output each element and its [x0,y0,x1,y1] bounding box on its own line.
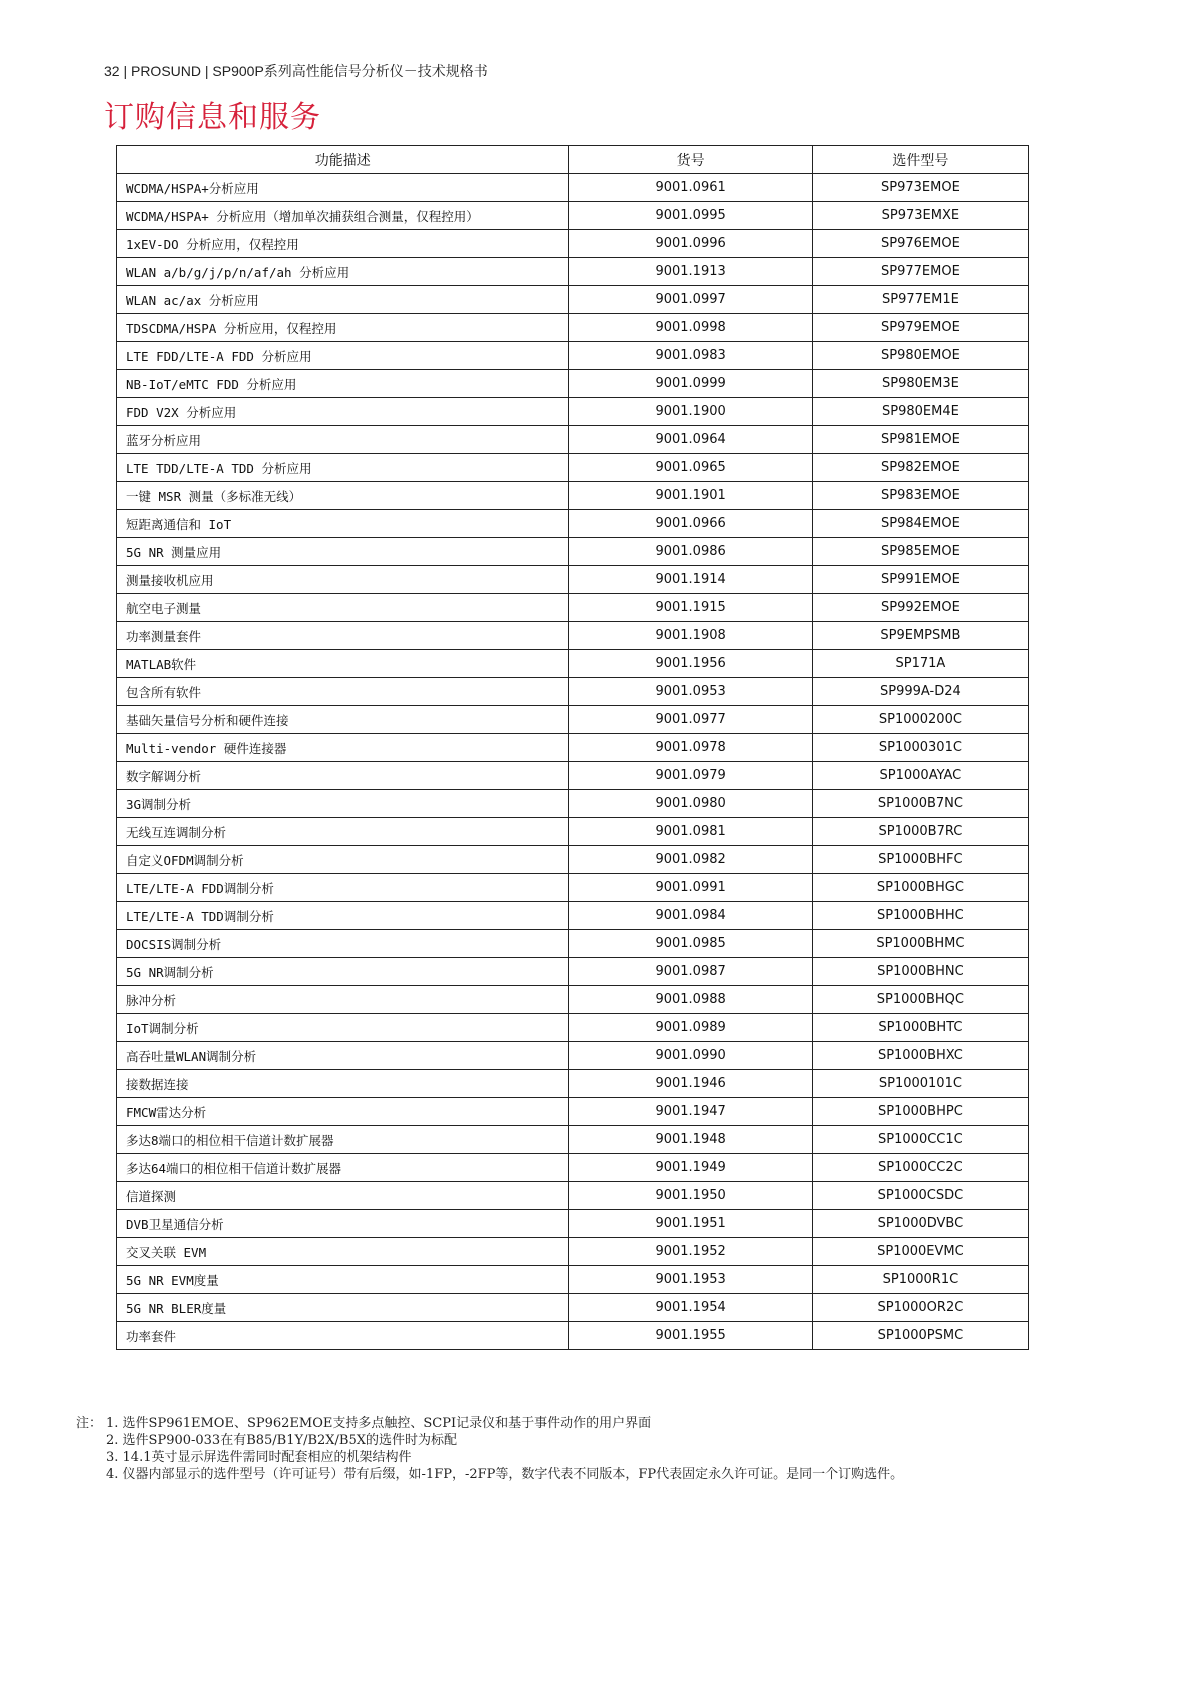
cell-item-number: 9001.0961 [569,174,812,202]
table-row [117,678,1029,706]
cell-item-number: 9001.1952 [569,1238,812,1266]
note-line [76,1466,903,1483]
cell-item-number: 9001.0997 [569,286,812,314]
cell-item-number: 9001.0987 [569,958,812,986]
table-row [117,874,1029,902]
cell-item-number: 9001.1953 [569,1266,812,1294]
note-item: 4. 仪器内部显示的选件型号（许可证号）带有后缀，如-1FP，-2FP等，数字代表不同版本，FP代表固定永久许可证。是同一个订购选件。 [106,1467,904,1482]
cell-description: DVB卫星通信分析 [117,1210,569,1238]
cell-item-number: 9001.0953 [569,678,812,706]
cell-description: 蓝牙分析应用 [117,426,569,454]
table-row [117,902,1029,930]
cell-description: NB-IoT/eMTC FDD 分析应用 [117,370,569,398]
table-row [117,370,1029,398]
cell-item-number: 9001.1908 [569,622,812,650]
cell-item-number: 9001.1915 [569,594,812,622]
cell-option-model: SP1000BHXC [812,1042,1028,1070]
cell-description: 接数据连接 [117,1070,569,1098]
note-line [76,1449,903,1466]
cell-item-number: 9001.0984 [569,902,812,930]
cell-item-number: 9001.0983 [569,342,812,370]
cell-description: 自定义OFDM调制分析 [117,846,569,874]
cell-item-number: 9001.0990 [569,1042,812,1070]
cell-option-model: SP977EMOE [812,258,1028,286]
cell-item-number: 9001.0986 [569,538,812,566]
cell-option-model: SP999A-D24 [812,678,1028,706]
cell-option-model: SP984EMOE [812,510,1028,538]
table-row [117,622,1029,650]
cell-description: WCDMA/HSPA+ 分析应用（增加单次捕获组合测量，仅程控用） [117,202,569,230]
cell-description: DOCSIS调制分析 [117,930,569,958]
cell-description: LTE FDD/LTE-A FDD 分析应用 [117,342,569,370]
note-item: 1. 选件SP961EMOE、SP962EMOE支持多点触控、SCPI记录仪和基于事件动作的用户界面 [106,1416,652,1431]
cell-description: 多达64端口的相位相干信道计数扩展器 [117,1154,569,1182]
cell-description: 功率套件 [117,1322,569,1350]
cell-item-number: 9001.0981 [569,818,812,846]
table-row [117,174,1029,202]
cell-description: WCDMA/HSPA+分析应用 [117,174,569,202]
cell-option-model: SP1000DVBC [812,1210,1028,1238]
table-row [117,594,1029,622]
header-item-number: 货号 [569,146,812,174]
cell-description: 多达8端口的相位相干信道计数扩展器 [117,1126,569,1154]
table-row [117,398,1029,426]
table-row [117,818,1029,846]
cell-item-number: 9001.0991 [569,874,812,902]
cell-description: 基础矢量信号分析和硬件连接 [117,706,569,734]
cell-description: 1xEV-DO 分析应用，仅程控用 [117,230,569,258]
cell-option-model: SP1000BHFC [812,846,1028,874]
cell-option-model: SP9EMPSMB [812,622,1028,650]
cell-description: LTE/LTE-A FDD调制分析 [117,874,569,902]
table-row [117,286,1029,314]
cell-description: 交叉关联 EVM [117,1238,569,1266]
cell-option-model: SP1000BHPC [812,1098,1028,1126]
table-row [117,1182,1029,1210]
cell-item-number: 9001.0989 [569,1014,812,1042]
cell-option-model: SP1000BHMC [812,930,1028,958]
cell-description: LTE/LTE-A TDD调制分析 [117,902,569,930]
notes-lead: 注： [76,1416,103,1431]
table-row [117,762,1029,790]
cell-description: 信道探测 [117,1182,569,1210]
cell-description: Multi-vendor 硬件连接器 [117,734,569,762]
cell-item-number: 9001.0980 [569,790,812,818]
note-line [76,1415,903,1432]
cell-option-model: SP1000301C [812,734,1028,762]
cell-item-number: 9001.0985 [569,930,812,958]
cell-option-model: SP979EMOE [812,314,1028,342]
table-row [117,230,1029,258]
cell-description: 包含所有软件 [117,678,569,706]
table-row [117,650,1029,678]
page-header: 32 | PROSUND | SP900P系列高性能信号分析仪－技术规格书 [104,63,488,79]
table-row [117,1266,1029,1294]
cell-description: WLAN ac/ax 分析应用 [117,286,569,314]
notes [76,1415,903,1483]
cell-option-model: SP980EM3E [812,370,1028,398]
table-row [117,566,1029,594]
cell-description: 功率测量套件 [117,622,569,650]
table-row [117,846,1029,874]
table-row [117,1238,1029,1266]
table-row [117,1042,1029,1070]
table-row [117,734,1029,762]
cell-item-number: 9001.1956 [569,650,812,678]
cell-description: 5G NR EVM度量 [117,1266,569,1294]
table-row [117,314,1029,342]
cell-description: 测量接收机应用 [117,566,569,594]
table-row [117,1154,1029,1182]
cell-description: 高吞吐量WLAN调制分析 [117,1042,569,1070]
cell-item-number: 9001.0998 [569,314,812,342]
cell-item-number: 9001.0979 [569,762,812,790]
cell-description: IoT调制分析 [117,1014,569,1042]
table-row [117,482,1029,510]
cell-item-number: 9001.0999 [569,370,812,398]
cell-option-model: SP1000OR2C [812,1294,1028,1322]
table-row [117,1126,1029,1154]
table-row [117,202,1029,230]
table-row [117,706,1029,734]
table-row [117,538,1029,566]
header-option-model: 选件型号 [812,146,1028,174]
cell-item-number: 9001.0995 [569,202,812,230]
ordering-table [116,145,1029,1350]
cell-option-model: SP1000CSDC [812,1182,1028,1210]
cell-description: LTE TDD/LTE-A TDD 分析应用 [117,454,569,482]
cell-option-model: SP982EMOE [812,454,1028,482]
cell-description: 5G NR BLER度量 [117,1294,569,1322]
table-body [117,174,1029,1350]
cell-option-model: SP981EMOE [812,426,1028,454]
cell-item-number: 9001.0964 [569,426,812,454]
cell-item-number: 9001.1948 [569,1126,812,1154]
cell-option-model: SP171A [812,650,1028,678]
table-row [117,986,1029,1014]
table-row [117,1098,1029,1126]
note-line [76,1432,903,1449]
cell-item-number: 9001.0988 [569,986,812,1014]
table-row [117,258,1029,286]
cell-option-model: SP1000BHNC [812,958,1028,986]
cell-option-model: SP983EMOE [812,482,1028,510]
cell-option-model: SP1000PSMC [812,1322,1028,1350]
cell-description: 3G调制分析 [117,790,569,818]
cell-option-model: SP980EM4E [812,398,1028,426]
cell-description: MATLAB软件 [117,650,569,678]
cell-option-model: SP1000BHTC [812,1014,1028,1042]
cell-item-number: 9001.0966 [569,510,812,538]
table-row [117,1014,1029,1042]
cell-option-model: SP977EM1E [812,286,1028,314]
table-row [117,342,1029,370]
table-row [117,1294,1029,1322]
cell-option-model: SP1000AYAC [812,762,1028,790]
table-row [117,1322,1029,1350]
table-row [117,426,1029,454]
cell-option-model: SP1000B7NC [812,790,1028,818]
table-row [117,1070,1029,1098]
cell-item-number: 9001.0996 [569,230,812,258]
cell-description: 5G NR调制分析 [117,958,569,986]
cell-description: FMCW雷达分析 [117,1098,569,1126]
cell-description: 航空电子测量 [117,594,569,622]
table-row [117,958,1029,986]
cell-option-model: SP973EMXE [812,202,1028,230]
table-row [117,1210,1029,1238]
cell-item-number: 9001.1946 [569,1070,812,1098]
cell-option-model: SP976EMOE [812,230,1028,258]
cell-item-number: 9001.1900 [569,398,812,426]
cell-description: 脉冲分析 [117,986,569,1014]
cell-option-model: SP992EMOE [812,594,1028,622]
cell-option-model: SP973EMOE [812,174,1028,202]
cell-item-number: 9001.1947 [569,1098,812,1126]
cell-option-model: SP1000BHGC [812,874,1028,902]
cell-item-number: 9001.0977 [569,706,812,734]
table-row [117,930,1029,958]
table-row [117,454,1029,482]
cell-description: TDSCDMA/HSPA 分析应用，仅程控用 [117,314,569,342]
cell-option-model: SP1000CC1C [812,1126,1028,1154]
cell-description: 无线互连调制分析 [117,818,569,846]
page-title: 订购信息和服务 [104,100,321,135]
cell-item-number: 9001.1951 [569,1210,812,1238]
cell-item-number: 9001.1949 [569,1154,812,1182]
cell-option-model: SP991EMOE [812,566,1028,594]
cell-item-number: 9001.0982 [569,846,812,874]
table-header-row [117,146,1029,174]
cell-description: 一键 MSR 测量（多标准无线） [117,482,569,510]
cell-item-number: 9001.1901 [569,482,812,510]
cell-item-number: 9001.1954 [569,1294,812,1322]
cell-option-model: SP1000EVMC [812,1238,1028,1266]
cell-item-number: 9001.1913 [569,258,812,286]
cell-item-number: 9001.0965 [569,454,812,482]
cell-description: WLAN a/b/g/j/p/n/af/ah 分析应用 [117,258,569,286]
cell-option-model: SP1000CC2C [812,1154,1028,1182]
cell-option-model: SP1000101C [812,1070,1028,1098]
cell-item-number: 9001.0978 [569,734,812,762]
note-item: 3. 14.1英寸显示屏选件需同时配套相应的机架结构件 [106,1450,412,1465]
cell-item-number: 9001.1955 [569,1322,812,1350]
header-description: 功能描述 [117,146,569,174]
table-row [117,510,1029,538]
cell-option-model: SP980EMOE [812,342,1028,370]
cell-description: 5G NR 测量应用 [117,538,569,566]
cell-item-number: 9001.1914 [569,566,812,594]
cell-description: 短距离通信和 IoT [117,510,569,538]
cell-option-model: SP1000BHHC [812,902,1028,930]
cell-option-model: SP985EMOE [812,538,1028,566]
cell-description: 数字解调分析 [117,762,569,790]
table-row [117,790,1029,818]
cell-option-model: SP1000BHQC [812,986,1028,1014]
cell-option-model: SP1000B7RC [812,818,1028,846]
cell-description: FDD V2X 分析应用 [117,398,569,426]
cell-item-number: 9001.1950 [569,1182,812,1210]
cell-option-model: SP1000R1C [812,1266,1028,1294]
note-item: 2. 选件SP900-033在有B85/B1Y/B2X/B5X的选件时为标配 [106,1433,458,1448]
cell-option-model: SP1000200C [812,706,1028,734]
